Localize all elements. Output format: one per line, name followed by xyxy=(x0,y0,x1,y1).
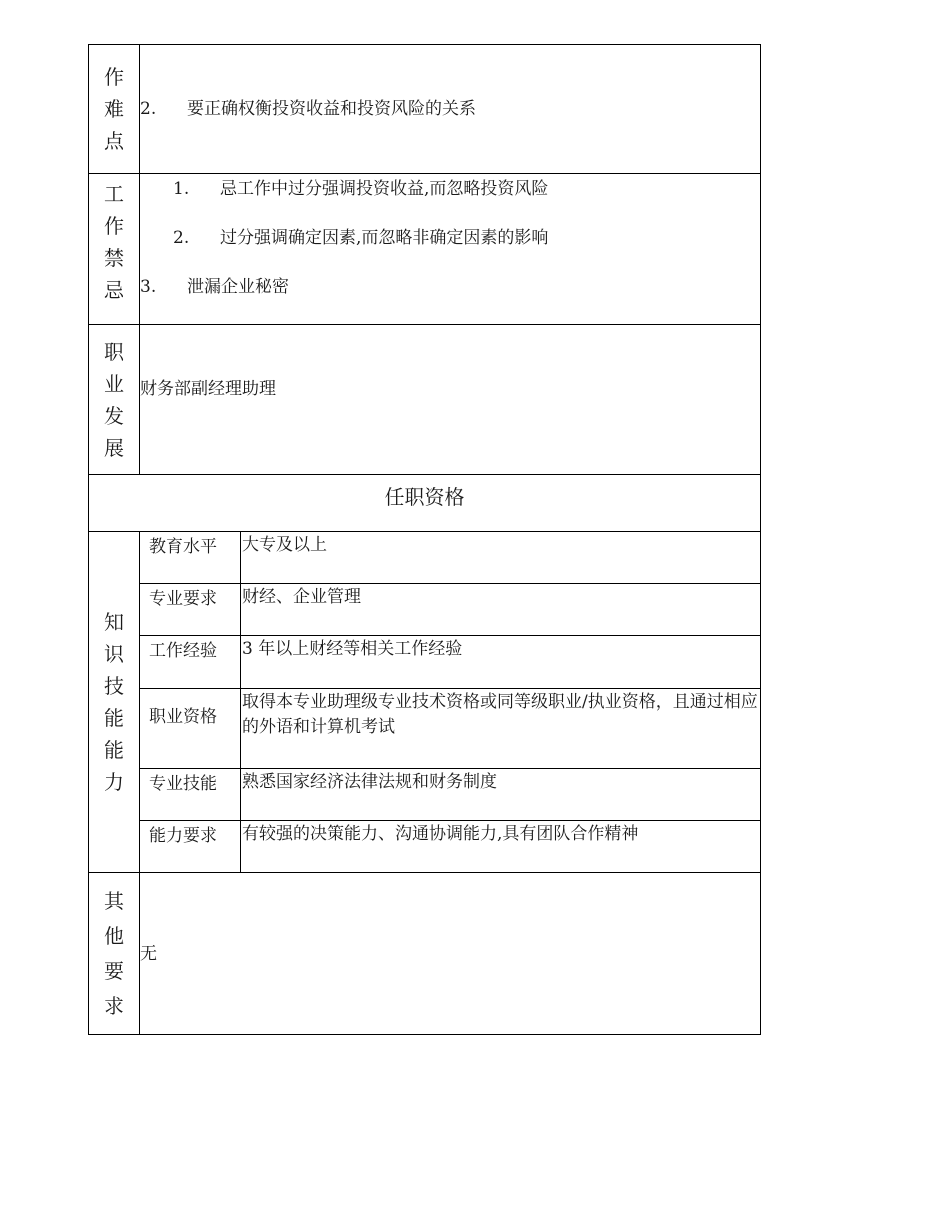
career-development-text: 财务部副经理助理 xyxy=(140,378,276,399)
ability-label: 能力要求 xyxy=(140,821,241,873)
other-requirements-text: 无 xyxy=(140,943,157,964)
education-label: 教育水平 xyxy=(140,532,241,584)
professional-skills-label: 专业技能 xyxy=(140,769,241,821)
work-taboos-row xyxy=(89,174,761,325)
list-item: 2. 要正确权衡投资收益和投资风险的关系 xyxy=(140,99,476,119)
table-row xyxy=(89,821,761,873)
major-value: 财经、企业管理 xyxy=(241,584,761,636)
knowledge-skills-label: 知 识 技 能 能 力 xyxy=(89,532,140,873)
education-value: 大专及以上 xyxy=(241,532,761,584)
qualifications-header: 任职资格 xyxy=(89,475,761,532)
table-row xyxy=(89,769,761,821)
experience-value: 3 年以上财经等相关工作经验 xyxy=(241,636,761,689)
career-development-label: 职 业 发 展 xyxy=(89,325,140,475)
list-item: 1. 忌工作中过分强调投资收益,而忽略投资风险 xyxy=(173,179,549,199)
work-difficulties-label: 作 难 点 xyxy=(89,45,140,174)
professional-skills-value: 熟悉国家经济法律法规和财务制度 xyxy=(241,769,761,821)
qualifications-header-row xyxy=(89,475,761,532)
work-taboos-label: 工 作 禁 忌 xyxy=(89,174,140,325)
major-label: 专业要求 xyxy=(140,584,241,636)
career-development-content xyxy=(140,325,761,475)
list-item: 3. 泄漏企业秘密 xyxy=(140,277,289,297)
work-difficulties-row xyxy=(89,45,761,174)
qualification-label: 职业资格 xyxy=(140,689,241,769)
work-taboos-content xyxy=(140,174,761,325)
table-row xyxy=(89,532,761,584)
experience-label: 工作经验 xyxy=(140,636,241,689)
ability-value: 有较强的决策能力、沟通协调能力,具有团队合作精神 xyxy=(241,821,761,873)
table-row xyxy=(89,584,761,636)
work-difficulties-content xyxy=(140,45,761,174)
other-requirements-label: 其 他 要 求 xyxy=(89,873,140,1035)
table-row xyxy=(89,689,761,769)
other-requirements-row xyxy=(89,873,761,1035)
list-item: 2. 过分强调确定因素,而忽略非确定因素的影响 xyxy=(173,228,549,248)
career-development-row xyxy=(89,325,761,475)
job-description-table xyxy=(88,44,761,1035)
table-row xyxy=(89,636,761,689)
other-requirements-content xyxy=(140,873,761,1035)
qualification-value: 取得本专业助理级专业技术资格或同等级职业/执业资格，且通过相应的外语和计算机考试 xyxy=(241,689,761,769)
